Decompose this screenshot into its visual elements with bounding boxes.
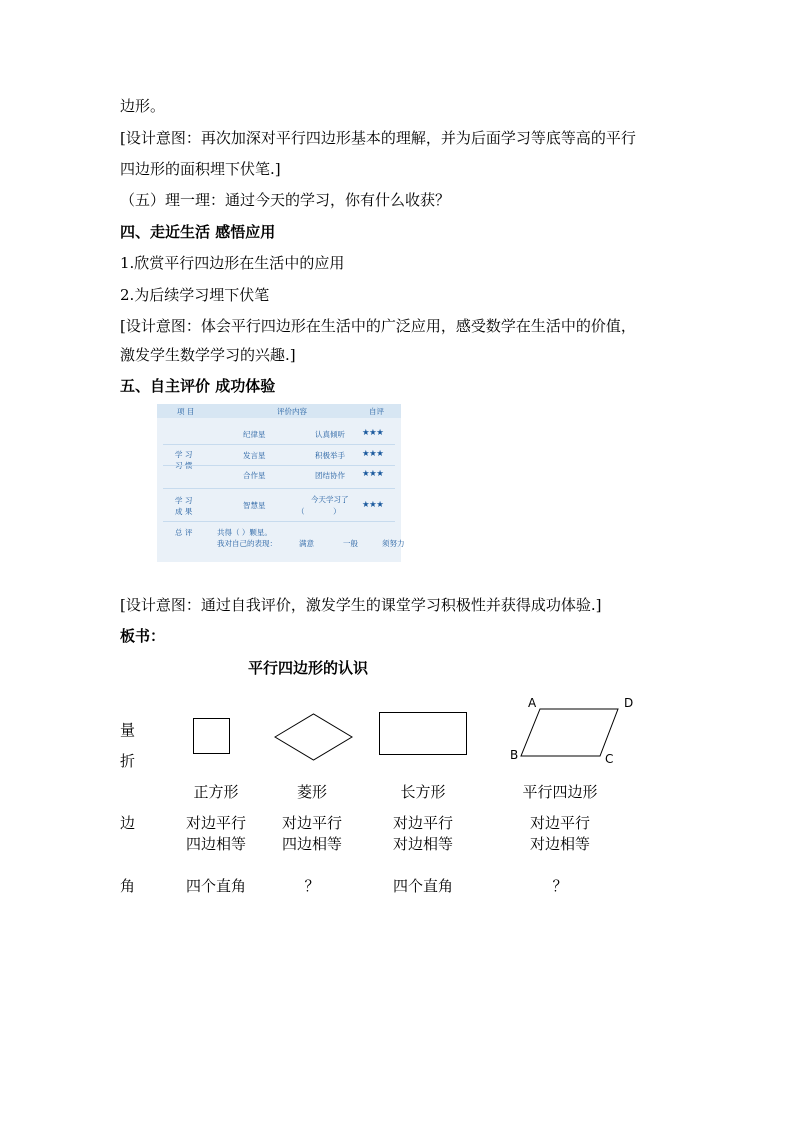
row-divider <box>163 521 395 522</box>
paragraph-line: 激发学生数学学习的兴趣.] <box>120 346 296 364</box>
shape-name-parallelogram: 平行四边形 <box>522 783 598 801</box>
row-content: 团结协作 <box>315 471 345 480</box>
paragraph-line: 2.为后续学习埋下伏笔 <box>120 286 270 304</box>
row-divider <box>163 444 395 445</box>
habit-group-label: 学 习 <box>175 450 193 459</box>
shape-name-rhombus: 菱形 <box>296 783 327 801</box>
row-name: 合作星 <box>243 471 266 480</box>
rhombus-shape <box>274 713 354 761</box>
star-rating: ★★★ <box>362 449 384 459</box>
section-heading: 四、走近生活 感悟应用 <box>120 223 276 241</box>
paragraph-line: [设计意图：再次加深对平行四边形基本的理解，并为后面学习等底等高的平行 <box>120 129 636 147</box>
row-content: （ ） <box>297 507 341 516</box>
row-content: 积极举手 <box>315 451 345 460</box>
header-self: 自评 <box>369 407 384 416</box>
row-divider <box>163 465 395 466</box>
summary-line: 共得（ ）颗星。 <box>217 528 272 537</box>
paragraph-line: 四边形的面积埋下伏笔.] <box>120 160 281 178</box>
board-heading: 板书： <box>120 627 166 645</box>
paragraph-line: [设计意图：通过自我评价，激发学生的课堂学习积极性并获得成功体验.] <box>120 596 602 614</box>
row-content: 今天学习了 <box>311 495 349 504</box>
vertex-label-d: D <box>624 696 634 710</box>
row-divider <box>163 488 395 489</box>
shape-name-rectangle: 长方形 <box>400 783 446 801</box>
side-property: 四边相等 <box>185 835 246 853</box>
angle-property: 四个直角 <box>185 877 246 895</box>
row-label-angle: 角 <box>120 877 136 895</box>
row-label-fold: 折 <box>120 752 136 770</box>
star-rating: ★★★ <box>362 469 384 479</box>
row-label-measure: 量 <box>120 721 136 739</box>
paragraph-line: （五）理一理：通过今天的学习，你有什么收获？ <box>120 191 451 209</box>
section-heading: 五、自主评价 成功体验 <box>120 377 276 395</box>
side-property: 对边平行 <box>529 814 590 832</box>
side-property: 对边平行 <box>281 814 342 832</box>
square-shape <box>193 718 230 755</box>
vertex-label-b: B <box>510 748 519 762</box>
rectangle-shape <box>379 712 468 756</box>
side-property: 对边相等 <box>392 835 453 853</box>
side-property: 对边平行 <box>392 814 453 832</box>
paragraph-line: [设计意图：体会平行四边形在生活中的广泛应用，感受数学在生活中的价值， <box>120 317 636 335</box>
star-rating: ★★★ <box>362 500 384 510</box>
self-evaluation-table <box>157 404 405 562</box>
summary-line: 我对自己的表现： <box>217 539 277 548</box>
star-rating: ★★★ <box>362 428 384 438</box>
header-content: 评价内容 <box>277 407 307 416</box>
paragraph-line: 边形。 <box>120 97 166 115</box>
row-label-side: 边 <box>120 814 136 832</box>
row-name: 纪律星 <box>243 430 266 439</box>
side-property: 四边相等 <box>281 835 342 853</box>
side-property: 对边相等 <box>529 835 590 853</box>
paragraph-line: 1.欣赏平行四边形在生活中的应用 <box>120 254 345 272</box>
angle-property: 四个直角 <box>392 877 453 895</box>
vertex-label-c: C <box>605 752 614 766</box>
row-name: 智慧星 <box>243 501 266 510</box>
vertex-label-a: A <box>528 696 537 710</box>
option-try-harder: 须努力 <box>382 539 405 548</box>
angle-property: ？ <box>304 877 320 895</box>
result-group-label: 学 习 成 果 <box>175 496 193 516</box>
board-title: 平行四边形的认识 <box>248 659 369 677</box>
row-name: 发言星 <box>243 451 266 460</box>
angle-property: ？ <box>552 877 568 895</box>
summary-label: 总 评 <box>175 528 193 537</box>
shape-name-square: 正方形 <box>193 783 239 801</box>
option-satisfied: 满意 <box>299 539 314 548</box>
header-item: 项 目 <box>177 407 195 416</box>
row-content: 认真倾听 <box>315 430 345 439</box>
side-property: 对边平行 <box>185 814 246 832</box>
option-average: 一般 <box>343 539 358 548</box>
